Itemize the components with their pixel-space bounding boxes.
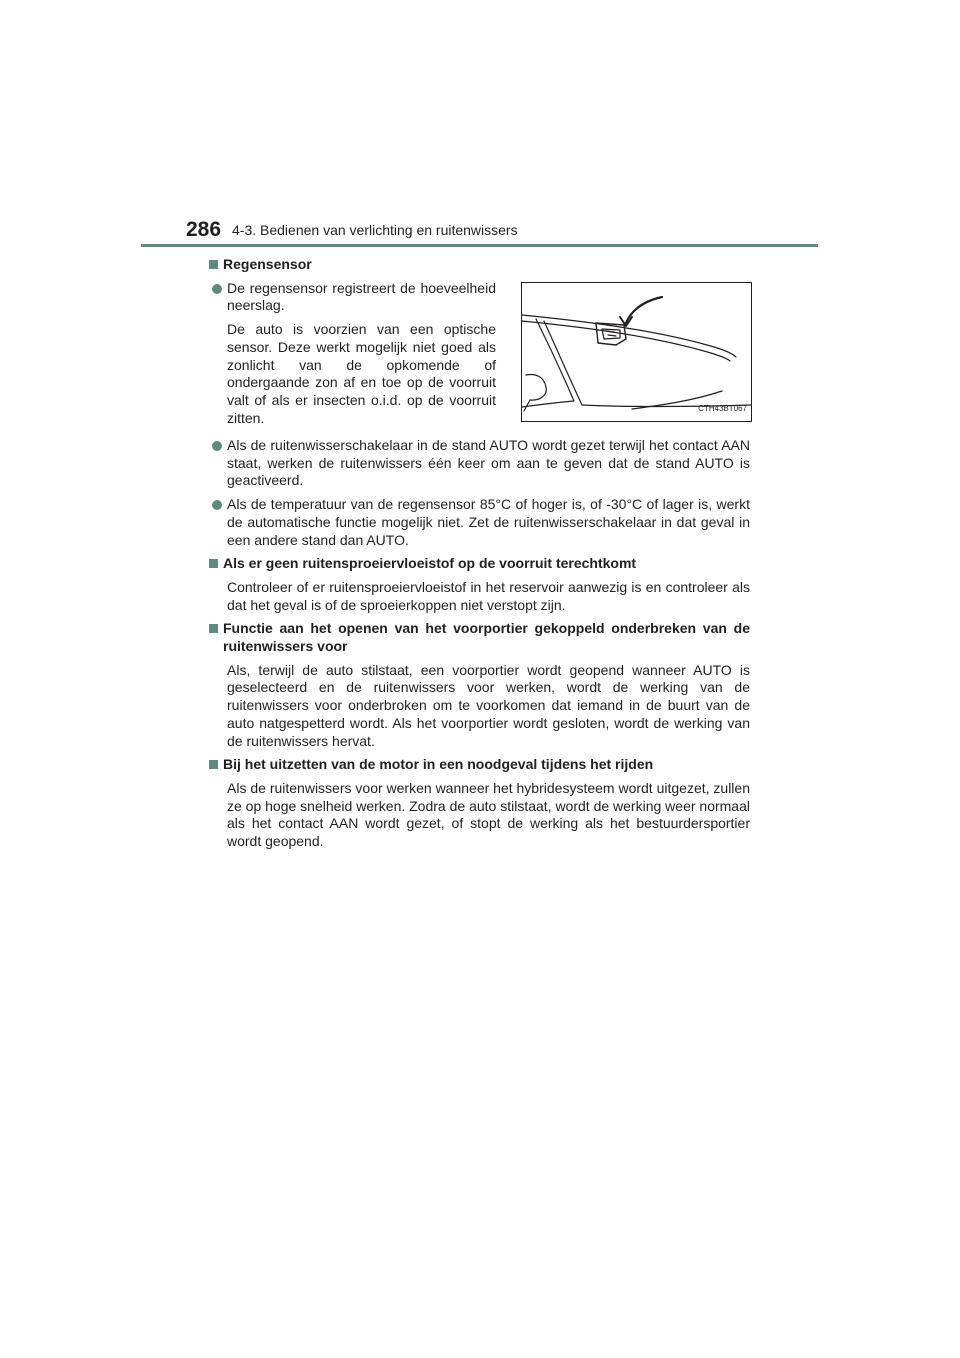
page-number: 286	[186, 218, 222, 241]
regensensor-block	[209, 256, 750, 437]
bullet-text: Als de ruitenwisserschakelaar in de stand AUTO wordt gezet terwijl het contact AAN staat, werken de ruitenwissers één keer om aan te geven dat de stand AUTO is geactiveerd.	[227, 437, 750, 489]
round-bullet-icon	[212, 500, 222, 510]
regensensor-title: Regensensor	[223, 256, 312, 272]
voorportier-title: Functie aan het openen van het voorportier gekoppeld onderbreken van de ruitenwissers voor	[223, 620, 750, 655]
noodgeval-title: Bij het uitzetten van de motor in een noodgeval tijdens het rijden	[223, 756, 654, 773]
header-rule	[141, 244, 818, 247]
bullet-item	[209, 437, 750, 490]
voorportier-text: Als, terwijl de auto stilstaat, een voorportier wordt geopend wanneer AUTO is geselecteerd en de ruitenwissers voor werken, wordt de werking van de ruitenwissers voor onderbroken om te voorkomen dat iemand in de buurt van de auto natgespetterd wordt. Als het voorportier wordt gesloten, wordt de werking van de ruitenwissers hervat.	[227, 661, 750, 749]
voorportier-heading	[209, 620, 750, 655]
bullet-continuation: De auto is voorzien van een optische sensor. Deze werkt mogelijk niet goed als zonlicht van de opkomende of ondergaande zon af en toe op de voorruit valt of als er insecten o.i.d. op de voorruit zitten.	[227, 321, 496, 426]
section-title: 4-3. Bedienen van verlichting en ruitenwissers	[232, 222, 518, 238]
bullet-text: Als de temperatuur van de regensensor 85°C of hoger is, of -30°C of lager is, werkt de automatische functie mogelijk niet. Zet de ruitenwisserschakelaar in dat geval in een andere stand dan AUTO.	[227, 496, 750, 548]
figure-code: CTH43BT067	[698, 404, 747, 414]
bullet-text: De regensensor registreert de hoeveelheid neerslag.	[227, 279, 496, 314]
square-bullet-icon	[209, 624, 218, 633]
bullet-item	[209, 280, 496, 315]
noodgeval-text: Als de ruitenwissers voor werken wanneer het hybridesysteem wordt uitgezet, zullen ze op hoge snelheid werken. Zodra de auto stilstaat, wordt de werking weer normaal als het contact AAN wordt gezet, of stopt de werking als het bestuurdersportier wordt geopend.	[227, 779, 750, 850]
round-bullet-icon	[212, 441, 222, 451]
square-bullet-icon	[209, 260, 218, 269]
square-bullet-icon	[209, 559, 218, 568]
round-bullet-icon	[212, 284, 222, 294]
regensensor-heading	[209, 256, 750, 274]
page-content	[209, 256, 750, 857]
noodgeval-heading	[209, 756, 750, 774]
sproeier-heading	[209, 555, 750, 573]
sproeier-title: Als er geen ruitensproeiervloeistof op de voorruit terechtkomt	[223, 555, 637, 572]
windshield-sensor-illustration	[521, 282, 752, 422]
regensensor-text-column	[209, 280, 496, 428]
bullet-item	[209, 496, 750, 549]
square-bullet-icon	[209, 760, 218, 769]
sproeier-text: Controleer of er ruitensproeiervloeistof in het reservoir aanwezig is en controleer als dat het geval is of de sproeierkoppen niet verstopt zijn.	[227, 578, 750, 613]
